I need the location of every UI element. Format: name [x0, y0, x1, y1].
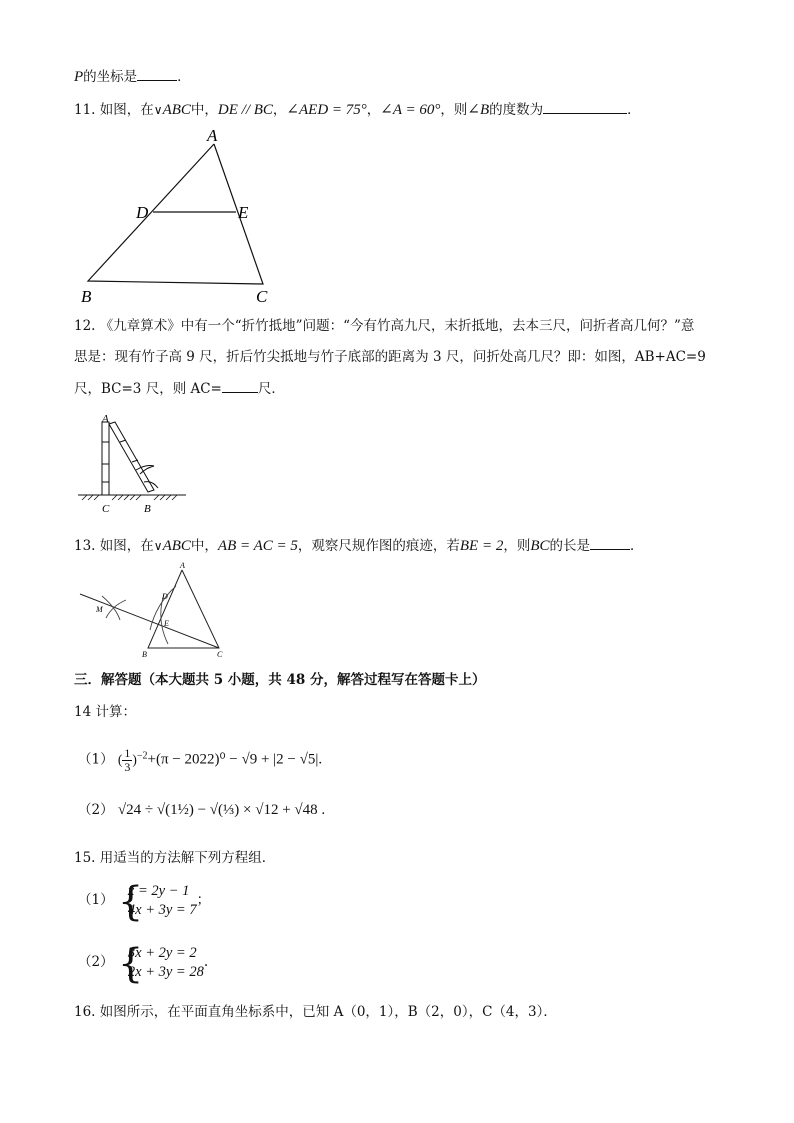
q15-p2-label: （2） [78, 954, 114, 970]
q11-angle-aed: ∠AED = 75° [286, 102, 367, 118]
q13-text2: ，观察尺规作图的痕迹，若 [297, 538, 460, 554]
q11-label-d: D [136, 203, 149, 222]
q15-number: 15. [74, 850, 96, 866]
q15-p1-label: （1） [78, 892, 114, 908]
q13-perp-bisector [80, 594, 219, 648]
q11-ask: ，则 [440, 102, 468, 118]
q11-comma2: ， [366, 102, 381, 118]
q11-label-a: A [207, 126, 218, 145]
q15-part1 [78, 878, 211, 925]
q13-number: 13. [74, 538, 96, 554]
q12-answer-blank[interactable] [222, 378, 258, 393]
q11-parallel: DE // BC [217, 102, 273, 118]
q15-part2 [78, 940, 209, 987]
q12-text-line3a: 尺，BC=3 尺，则 AC= [74, 381, 222, 397]
q13-label-a: A [180, 561, 185, 570]
q13-label-m: M [96, 605, 103, 614]
q11-in: 中， [190, 102, 218, 118]
q12-label-a: A [102, 413, 109, 425]
q11-angle-a: ∠A = 60° [380, 102, 441, 118]
q11-ask2: 的度数为 [489, 102, 544, 118]
q13-label-d: D [162, 592, 168, 601]
q14-part2 [78, 792, 325, 828]
q13-label-b: B [142, 650, 147, 659]
q14-part1 [78, 738, 322, 778]
q12-text-line3b: 尺． [257, 381, 285, 397]
q12-label-c: C [102, 503, 110, 515]
q13-construction-figure [76, 560, 236, 664]
q12-text-line1: 《九章算术》中有一个“折竹抵地”问题：“今有竹高九尺，末折抵地，去本三尺，问折者高几何？”意 [99, 318, 695, 334]
q13-eq2: BE = 2 [459, 538, 504, 554]
q11-end: ． [627, 102, 641, 118]
q14-p2-expr: √24 ÷ √(1½) − √(⅓) × √12 + √48 . [117, 802, 326, 818]
triangle-symbol-13: ∨ [153, 539, 163, 553]
q13-triangle-sides [148, 570, 219, 648]
q15-p2-end: . [203, 954, 209, 970]
q15-p2-system [117, 940, 204, 987]
q14-p1-fraction: ( $\frac{1}{3}$ )$^{-2}$ [117, 745, 148, 774]
q12-bamboo-standing [102, 422, 109, 495]
q15-stem [74, 848, 275, 868]
q16-stem [74, 1002, 557, 1022]
q11-triangle-figure [76, 124, 286, 308]
q13-bc: BC [530, 538, 550, 554]
q14-stem [74, 702, 136, 722]
q13-text4: 的长是 [549, 538, 591, 554]
q15-p2-eq2: 2x + 3y = 28 [127, 963, 204, 980]
q11-triangle: ABC [162, 102, 191, 118]
q11-label-c: C [256, 287, 268, 306]
q11-label-e: E [238, 203, 249, 222]
q13-triangle: ABC [162, 538, 191, 554]
q14-p1-expr: +(π − 2022)⁰ − √9 + |2 − √5|. [147, 751, 323, 768]
q12-text-line2: 思是：现有竹子高 9 尺，折后竹尖抵地与竹子底部的距离为 3 尺，问折处高几尺？即：如图，AB+AC=9 [74, 349, 706, 365]
q15-p2-brace: { [117, 940, 144, 987]
q15-p1-eq2: 4x + 3y = 7 [127, 901, 197, 918]
q11-answer-blank[interactable] [543, 99, 627, 114]
q11-stem [74, 99, 641, 120]
q12-line1 [74, 316, 694, 336]
q11-angle-b: ∠B [467, 102, 490, 118]
q11-comma1: ， [272, 102, 287, 118]
section3-heading: 三．解答题（本大题共 5 小题，共 48 分，解答过程写在答题卡上） [74, 672, 486, 688]
q15-p1-system [117, 878, 197, 925]
q11-number: 11. [74, 102, 96, 118]
q15-p1-brace: { [117, 878, 144, 925]
q13-text3: ，则 [503, 538, 531, 554]
q12-line3 [74, 378, 285, 399]
q13-label-c: C [217, 650, 223, 659]
q14-number: 14 [74, 704, 92, 720]
q14-p2-label: （2） [78, 802, 114, 818]
q10-tail [74, 66, 191, 87]
q12-line2 [74, 347, 706, 367]
q15-p1-eq1: x = 2y − 1 [127, 882, 190, 899]
triangle-symbol: ∨ [153, 103, 163, 117]
q10-answer-blank[interactable] [137, 66, 177, 81]
q12-label-b: B [144, 503, 151, 515]
q15-text: 用适当的方法解下列方程组． [99, 850, 276, 866]
q16-number: 16. [74, 1004, 96, 1020]
q15-p1-end: ； [196, 892, 211, 908]
q11-intro: 如图，在 [99, 102, 154, 118]
q13-answer-blank[interactable] [590, 535, 630, 550]
q12-bamboo-figure [74, 412, 190, 518]
q15-p2-eq1: 3x + 2y = 2 [127, 944, 197, 961]
q13-end: ． [630, 538, 644, 554]
q13-in: 中， [190, 538, 218, 554]
q10-var: P [74, 69, 84, 85]
q12-number: 12. [74, 318, 96, 334]
q10-end: ． [177, 69, 191, 85]
q14-text: 计算： [95, 704, 136, 720]
q12-ground-hatch [82, 495, 177, 500]
q13-eq1: AB = AC = 5 [217, 538, 298, 554]
q11-triangle-sides [88, 144, 263, 284]
q10-text: 的坐标是 [83, 69, 138, 85]
q13-label-e: E [164, 619, 169, 628]
q16-text: 如图所示，在平面直角坐标系中，已知 A（0，1），B（2，0），C（4，3）． [99, 1004, 557, 1020]
q13-intro: 如图，在 [99, 538, 154, 554]
q14-p1-label: （1） [78, 751, 114, 768]
q13-stem [74, 535, 644, 556]
q11-label-b: B [81, 287, 92, 306]
